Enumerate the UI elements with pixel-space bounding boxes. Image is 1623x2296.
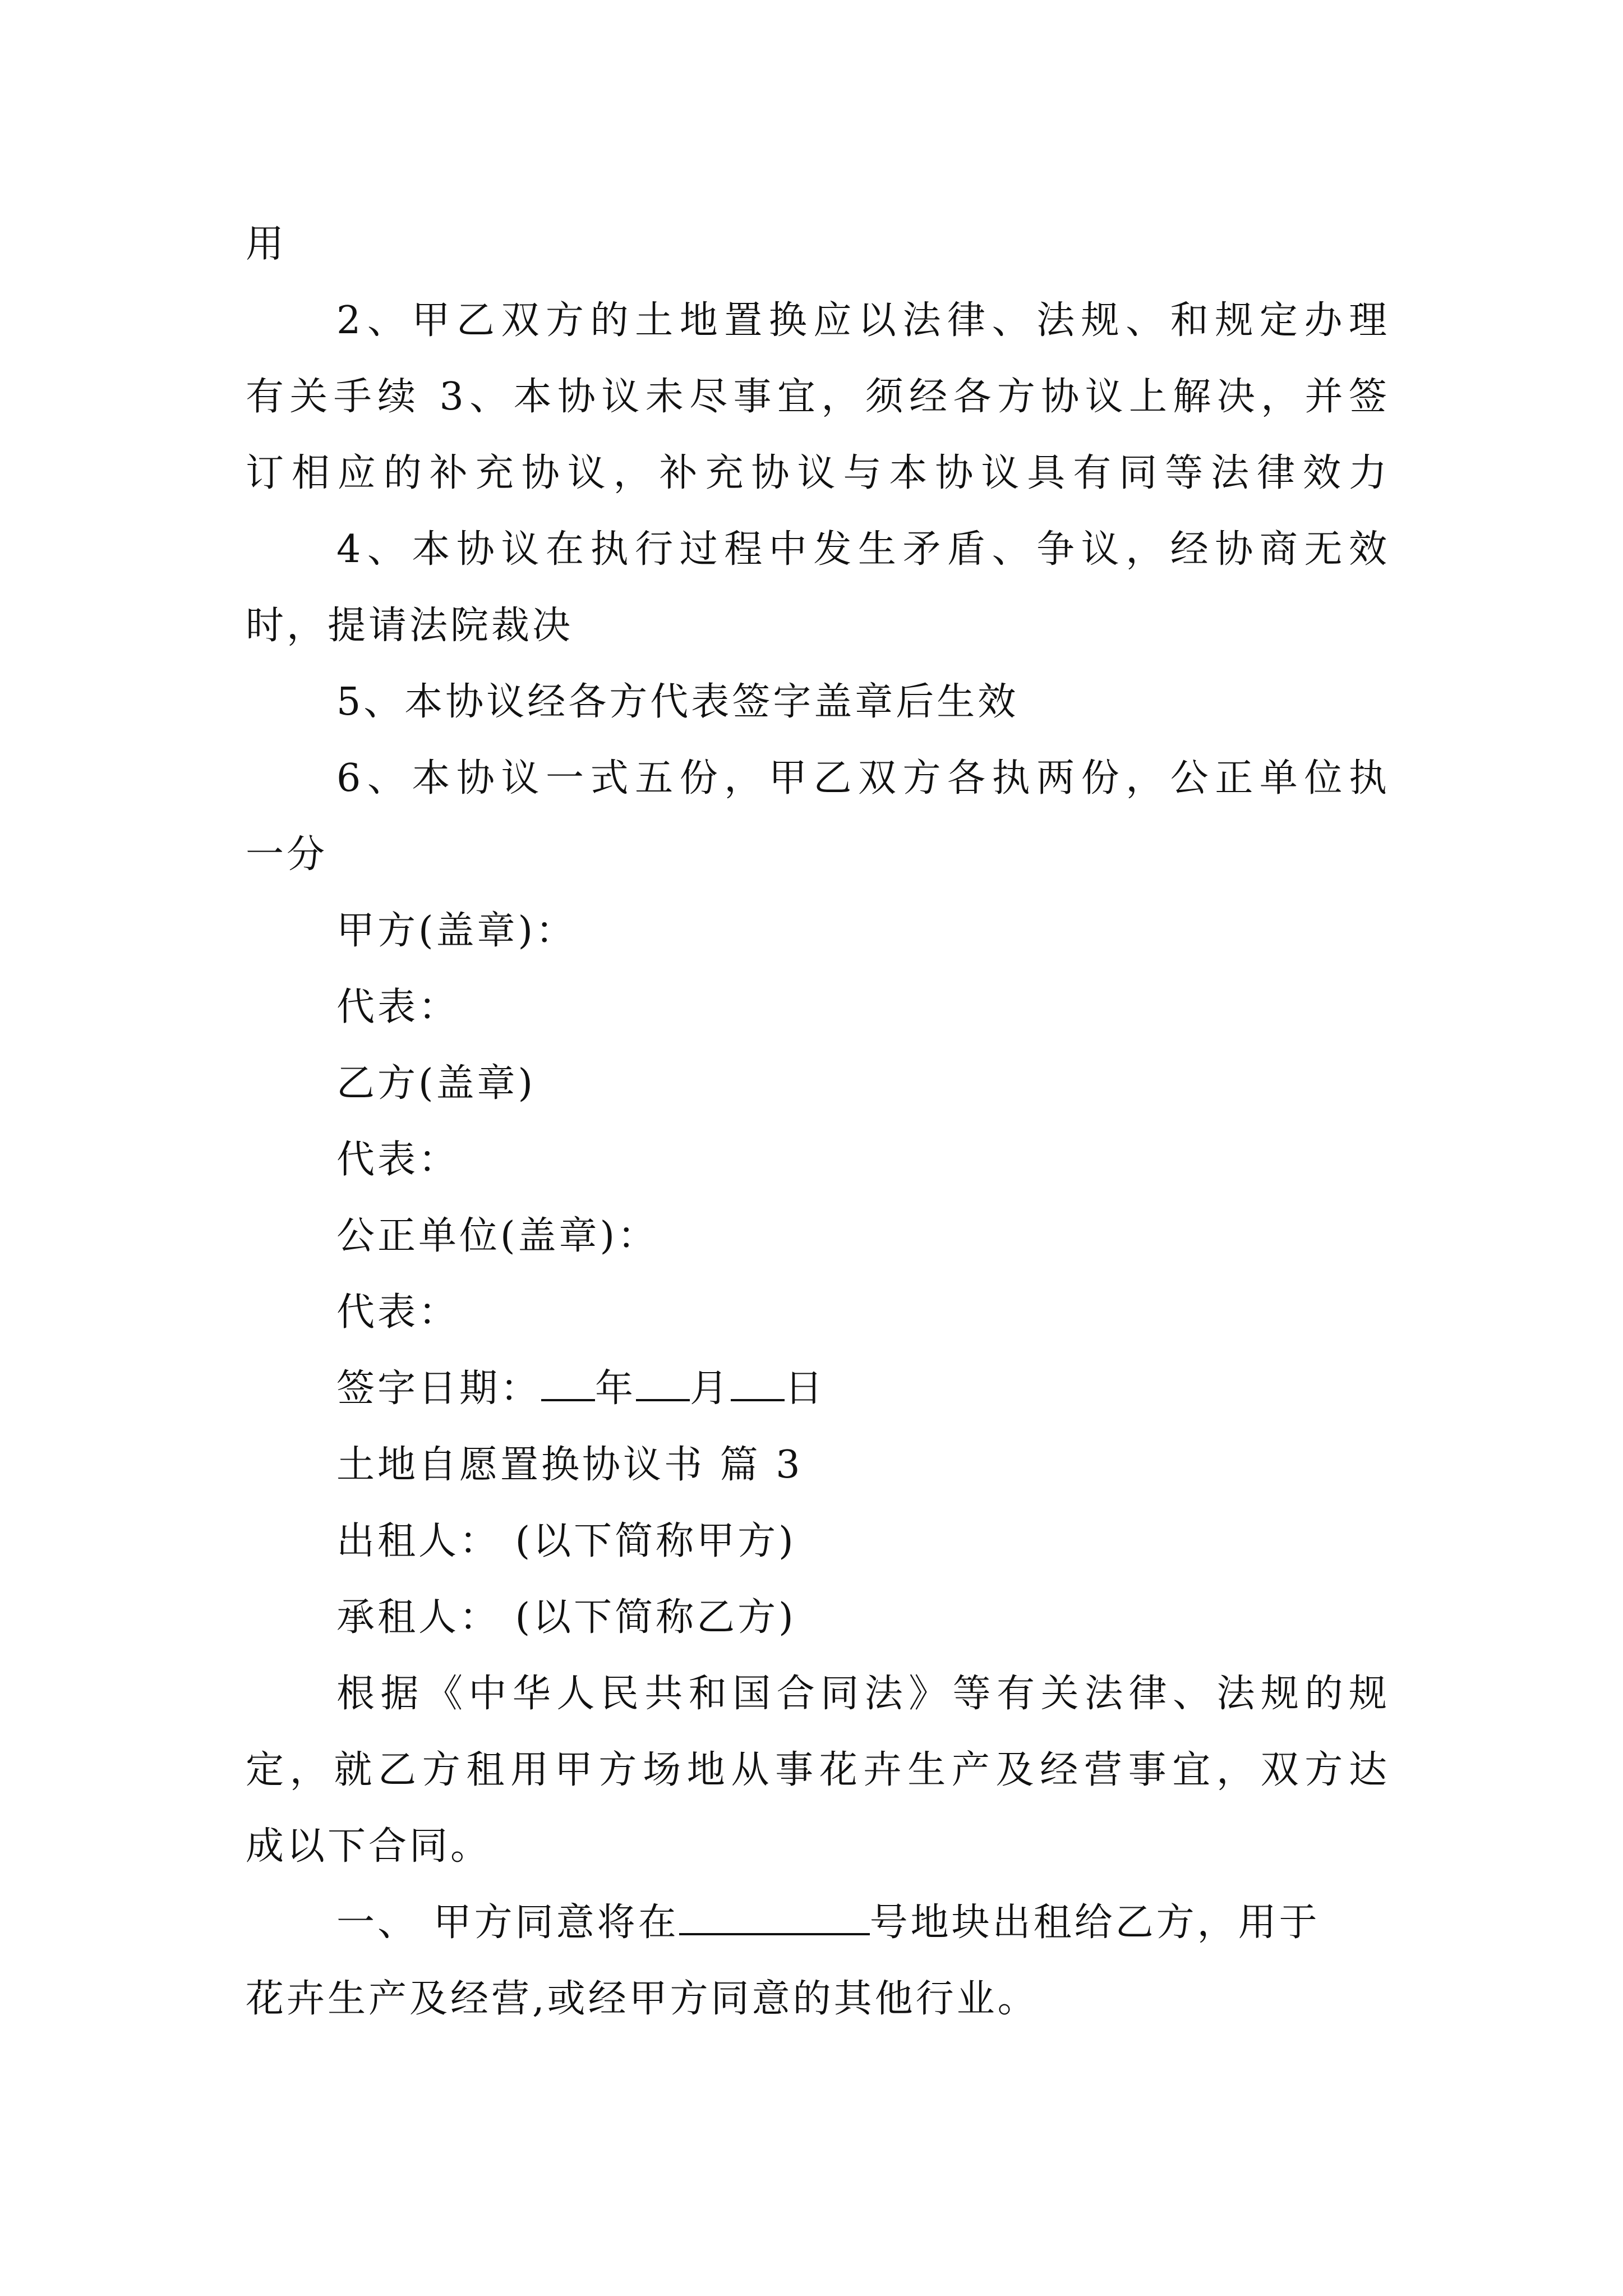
section-title: 土地自愿置换协议书 篇 3 xyxy=(336,1443,803,1487)
sign-date-line xyxy=(336,1351,1481,1427)
text-line: 成以下合同。 xyxy=(246,1824,492,1869)
month-label: 月 xyxy=(690,1366,731,1411)
day-blank xyxy=(731,1364,785,1401)
sign-date-label: 签字日期： xyxy=(336,1366,542,1411)
text-line: 5、本协议经各方代表签字盖章后生效 xyxy=(336,680,1019,724)
text-line: 4、本协议在执行过程中发生矛盾、争议，经协商无效 xyxy=(336,527,1390,572)
text-line: 2、甲乙双方的土地置换应以法律、法规、和规定办理 xyxy=(336,298,1390,343)
text-line: 有关手续 3、本协议未尽事宜，须经各方协议上解决，并签 xyxy=(246,375,1390,419)
text-line: 花卉生产及经营,或经甲方同意的其他行业。 xyxy=(246,1977,1039,2021)
party-a-seal-label: 甲方(盖章)： xyxy=(336,909,577,953)
notary-representative-label: 代表： xyxy=(336,1290,460,1335)
month-blank xyxy=(636,1364,690,1401)
text-line: 用 xyxy=(246,222,287,266)
day-label: 日 xyxy=(785,1366,826,1411)
party-b-seal-label: 乙方(盖章) xyxy=(336,1061,536,1106)
text-line: 一分 xyxy=(246,832,328,877)
clause-one-prefix: 一、 甲方同意将在 xyxy=(336,1901,679,1945)
year-label: 年 xyxy=(595,1366,637,1411)
text-line: 定，就乙方租用甲方场地从事花卉生产及经营事宜，双方达 xyxy=(246,1748,1390,1792)
party-b-representative-label: 代表： xyxy=(336,1138,460,1182)
clause-one-line xyxy=(336,1885,1390,1961)
text-line: 6、本协议一式五份，甲乙双方各执两份，公正单位执 xyxy=(336,756,1390,800)
lessor-line: 出租人： (以下简称甲方) xyxy=(336,1519,796,1563)
lessee-line: 承租人： (以下简称乙方) xyxy=(336,1595,796,1640)
notary-seal-label: 公正单位(盖章)： xyxy=(336,1214,659,1258)
text-line: 根据《中华人民共和国合同法》等有关法律、法规的规 xyxy=(336,1672,1390,1716)
text-line: 订相应的补充协议，补充协议与本协议具有同等法律效力 xyxy=(246,451,1390,495)
text-line: 时，提请法院裁决 xyxy=(246,604,574,648)
clause-one-suffix: 号地块出租给乙方，用于 xyxy=(869,1901,1320,1945)
party-a-representative-label: 代表： xyxy=(336,985,460,1029)
year-blank xyxy=(541,1364,595,1401)
plot-number-blank xyxy=(679,1898,870,1935)
